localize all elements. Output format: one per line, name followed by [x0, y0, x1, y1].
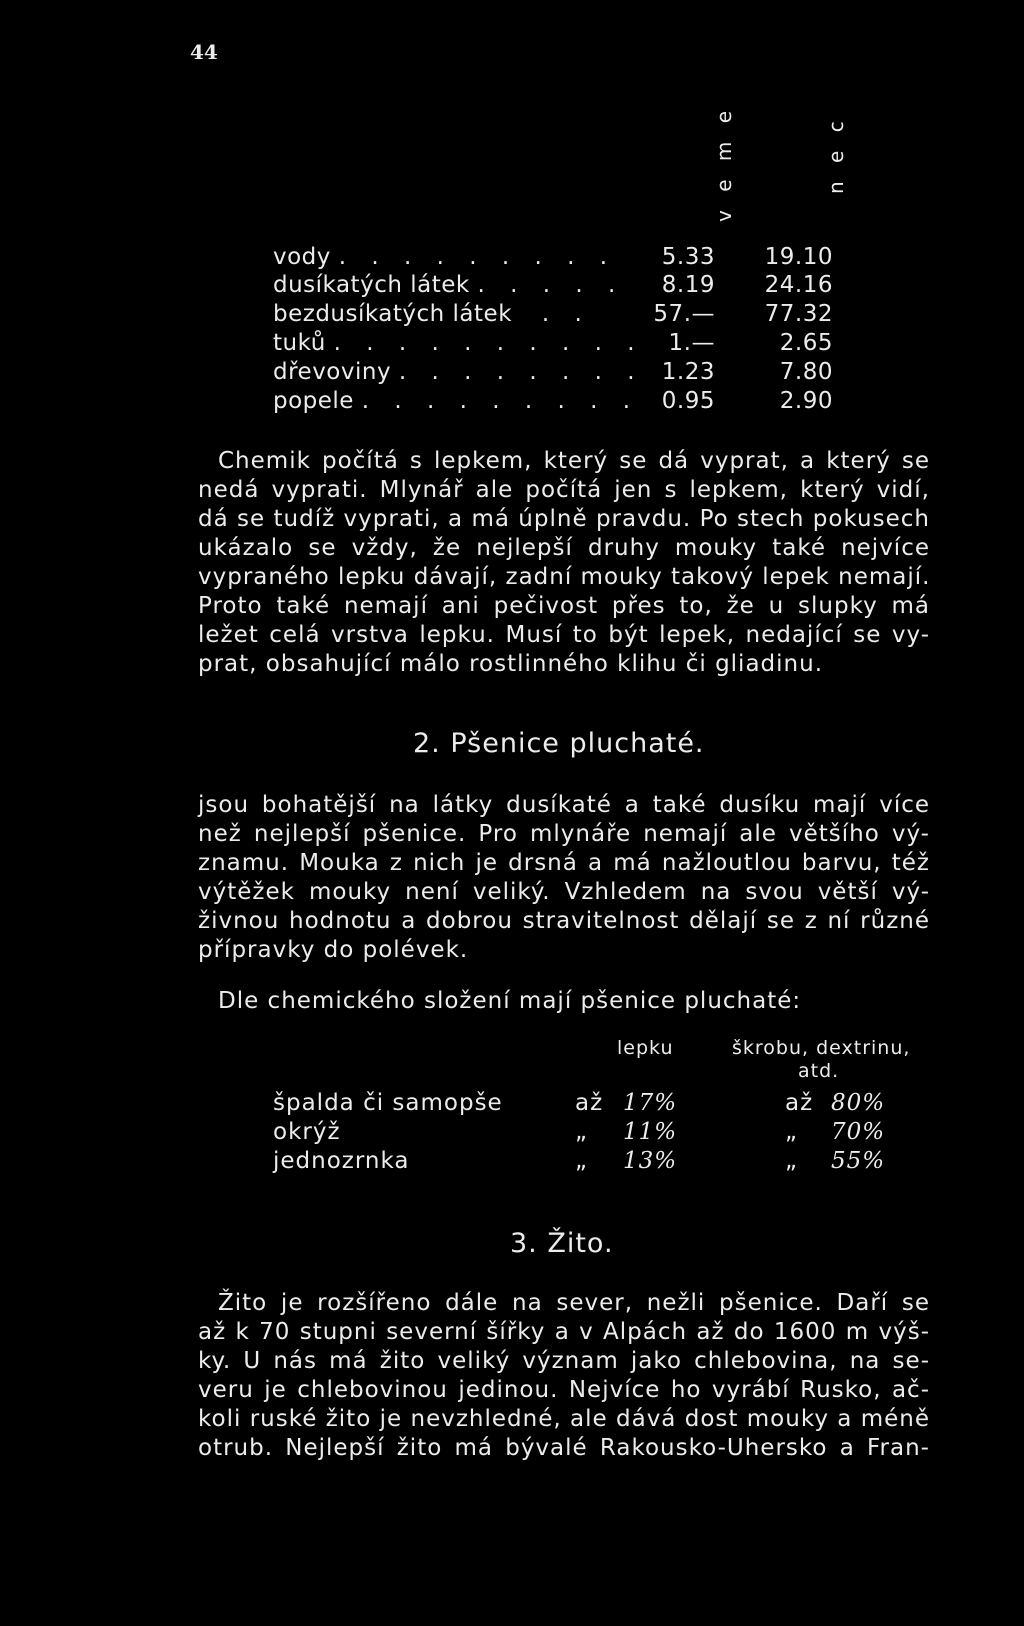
- value-2: 7.80: [779, 359, 833, 385]
- text-line: prat, obsahující málo rostlinného klihu či gliadinu.: [198, 651, 824, 677]
- page-number: 44: [190, 40, 218, 64]
- text-line: ležet celá vrstva lepku. Musí to být lepek, nedající se vy-: [198, 622, 930, 648]
- text-line: veru je chlebovinou jedinou. Nejvíce ho vyrábí Rusko, ač-: [198, 1377, 930, 1403]
- value-1: 0.95: [661, 388, 715, 414]
- value-1: 8.19: [661, 272, 715, 298]
- value-1: 57.—: [653, 301, 715, 327]
- table-row: [273, 301, 833, 331]
- table-row: [273, 244, 833, 274]
- intro-line: Dle chemického složení mají pšenice pluchaté:: [218, 988, 802, 1014]
- value-skrobu: 80%: [831, 1090, 886, 1116]
- table-row: [273, 388, 833, 418]
- value-1: 1.23: [661, 359, 715, 385]
- text-line: Chemik počítá s lepkem, který se dá vyprat, a který se: [218, 448, 930, 474]
- value-2: 24.16: [764, 272, 833, 298]
- text-line: až k 70 stupni severní šířky a v Alpách až do 1600 m výš-: [198, 1319, 930, 1345]
- text-line: živnou hodnotu a dobrou stravitelnost dělají se z ní různé: [198, 908, 930, 934]
- text-line: Žito je rozšířeno dále na sever, nežli pšenice. Daří se: [218, 1290, 930, 1316]
- row-label: vody . . . . . . . . .: [273, 244, 617, 270]
- table-row: [273, 1148, 893, 1180]
- row-label: popele . . . . . . . . .: [273, 388, 640, 414]
- text-line: ky. U nás má žito veliký význam jako chlebovina, na se-: [198, 1348, 930, 1374]
- row-label: tuků . . . . . . . . . .: [273, 330, 644, 356]
- column-header-skrobu: škrobu, dextrinu,: [732, 1037, 911, 1059]
- text-line: znamu. Mouka z nich je drsná a má nažloutlou barvu, též: [198, 850, 930, 876]
- prefix: „: [785, 1119, 798, 1145]
- row-label: okrýž: [273, 1119, 341, 1145]
- row-label: bezdusíkatých látek . .: [273, 301, 591, 327]
- column-header-atd: atd.: [798, 1060, 840, 1082]
- table-row: [273, 359, 833, 389]
- text-line: jsou bohatější na látky dusíkaté a také dusíku mají více: [198, 792, 930, 818]
- text-line: než nejlepší pšenice. Pro mlynáře nemají ale většího vý-: [198, 821, 930, 847]
- value-2: 19.10: [764, 244, 833, 270]
- value-lepku: 11%: [623, 1119, 678, 1145]
- table-row: [273, 1119, 893, 1151]
- text-line: výtěžek mouky není veliký. Vzhledem na svou větší vý-: [198, 879, 930, 905]
- prefix: „: [575, 1119, 588, 1145]
- prefix: „: [575, 1148, 588, 1174]
- value-lepku: 17%: [623, 1090, 678, 1116]
- value-skrobu: 55%: [831, 1148, 886, 1174]
- table-row: [273, 272, 833, 302]
- text-line: vypraného lepku dávají, zadní mouky takový lepek nemají.: [198, 564, 931, 590]
- value-2: 77.32: [764, 301, 833, 327]
- text-line: dá se tudíž vyprati, a má úplně pravdu. Po stech pokusech: [198, 506, 930, 532]
- prefix: až: [785, 1090, 814, 1116]
- value-skrobu: 70%: [831, 1119, 886, 1145]
- row-label: jednozrnka: [273, 1148, 410, 1174]
- section-heading: 2. Pšenice pluchaté.: [413, 728, 705, 759]
- value-2: 2.65: [779, 330, 833, 356]
- text-line: otrub. Nejlepší žito má bývalé Rakousko-Uhersko a Fran-: [198, 1435, 930, 1461]
- prefix: až: [575, 1090, 604, 1116]
- text-line: koli ruské žito je nevzhledné, ale dává dost mouky a méně: [198, 1406, 930, 1432]
- table-row: [273, 330, 833, 360]
- row-label: dřevoviny . . . . . . . .: [273, 359, 644, 385]
- value-1: 1.—: [668, 330, 715, 356]
- column-header-1: v e m e: [712, 105, 736, 222]
- text-line: nedá vyprati. Mlynář ale počítá jen s lepkem, který vidí,: [198, 477, 930, 503]
- column-header-2: n e c: [824, 115, 848, 194]
- text-line: přípravky do polévek.: [198, 937, 469, 963]
- row-label: špalda či samopše: [273, 1090, 503, 1116]
- column-header-lepku: lepku: [617, 1037, 674, 1059]
- prefix: „: [785, 1148, 798, 1174]
- section-heading: 3. Žito.: [510, 1228, 614, 1259]
- row-label: dusíkatých látek . . . . .: [273, 272, 625, 298]
- text-line: ukázalo se vždy, že nejlepší druhy mouky také nejvíce: [198, 535, 930, 561]
- value-1: 5.33: [661, 244, 715, 270]
- table-row: [273, 1090, 893, 1122]
- text-line: Proto také nemají ani pečivost přes to, že u slupky má: [198, 593, 930, 619]
- value-2: 2.90: [779, 388, 833, 414]
- value-lepku: 13%: [623, 1148, 678, 1174]
